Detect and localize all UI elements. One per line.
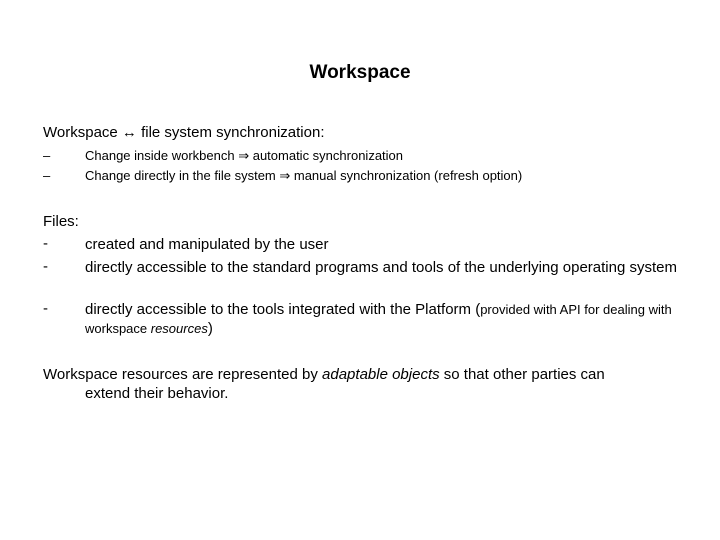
files-item-text-italic: resources [150, 321, 208, 336]
final-paragraph [43, 365, 683, 403]
files-item-text-main: directly accessible to the tools integrated with the Platform ( [85, 301, 481, 318]
files-item-text: directly accessible to the standard programs and tools of the underlying operating system [85, 259, 677, 276]
bullet-dash: – [43, 168, 51, 183]
final-text-part2: so that other parties can [439, 366, 605, 383]
sync-item [43, 148, 643, 166]
slide-title: Workspace [309, 62, 411, 83]
files-item-text-small: provided with API for dealing with workspace [85, 302, 672, 336]
final-text-line2: extend their behavior. [85, 385, 229, 402]
final-text-italic: adaptable objects [322, 366, 440, 383]
bullet-dash: – [43, 148, 51, 163]
bullet-hyphen: - [43, 235, 48, 252]
files-item-text: created and manipulated by the user [85, 236, 329, 253]
sync-heading: Workspace ↔ file system synchronization: [43, 124, 325, 141]
files-item-text [85, 300, 685, 338]
sync-item-text: Change directly in the file system ⇒ manual synchronization (refresh option) [85, 168, 523, 183]
final-text-part1: Workspace resources are represented by [43, 366, 323, 383]
files-heading: Files: [43, 213, 79, 230]
sync-item [43, 168, 643, 186]
bullet-hyphen: - [43, 300, 48, 317]
files-item-text-close: ) [207, 320, 213, 337]
bullet-hyphen: - [43, 258, 48, 275]
sync-item-text: Change inside workbench ⇒ automatic synchronization [85, 148, 404, 163]
